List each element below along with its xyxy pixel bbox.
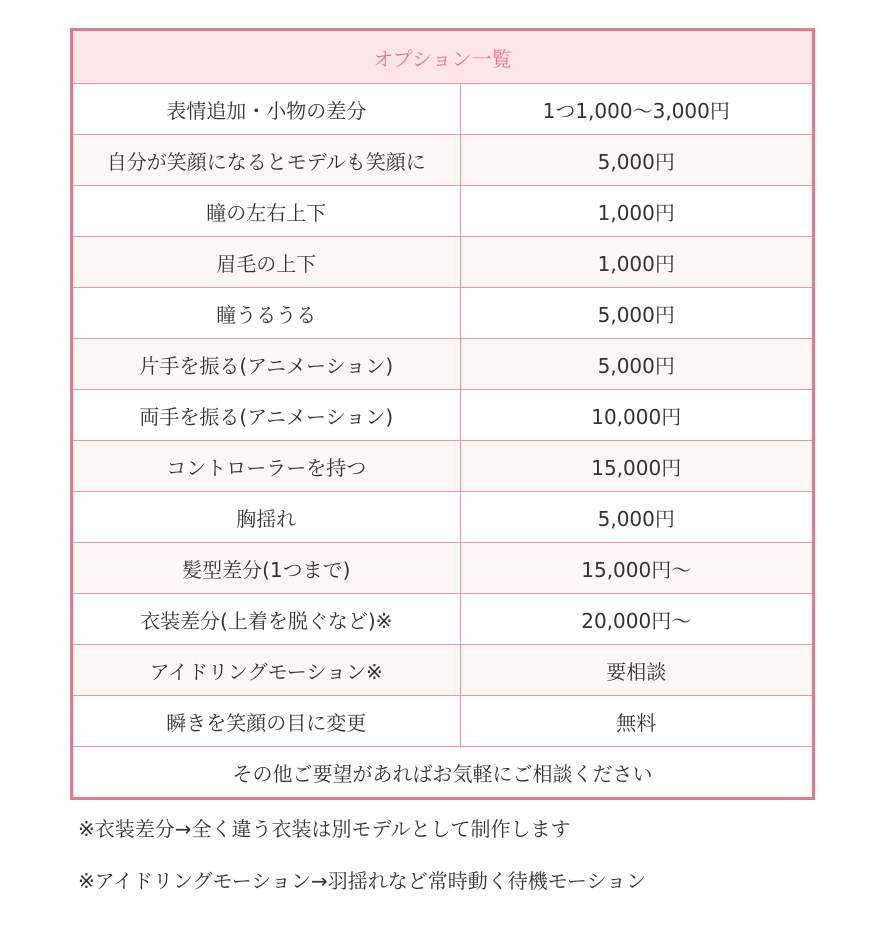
option-price: 5,000円 <box>460 492 812 543</box>
option-name: 自分が笑顔になるとモデルも笑顔に <box>73 135 460 186</box>
option-price: 1つ1,000〜3,000円 <box>460 84 812 135</box>
option-name: 瞳の左右上下 <box>73 186 460 237</box>
option-name: 片手を振る(アニメーション) <box>73 339 460 390</box>
option-name: アイドリングモーション※ <box>73 645 460 696</box>
table-row <box>73 288 812 339</box>
table-row <box>73 492 812 543</box>
option-name: 表情追加・小物の差分 <box>73 84 460 135</box>
table-footer-row <box>73 747 812 798</box>
table-row <box>73 594 812 645</box>
table-row <box>73 135 812 186</box>
option-price: 15,000円 <box>460 441 812 492</box>
option-price: 5,000円 <box>460 339 812 390</box>
option-price: 10,000円 <box>460 390 812 441</box>
table-footer-text: その他ご要望があればお気軽にご相談ください <box>73 747 812 798</box>
option-name: 衣装差分(上着を脱ぐなど)※ <box>73 594 460 645</box>
table-row <box>73 696 812 747</box>
option-price: 5,000円 <box>460 288 812 339</box>
table-row <box>73 84 812 135</box>
option-price: 20,000円〜 <box>460 594 812 645</box>
options-table-frame <box>70 28 815 800</box>
table-row <box>73 645 812 696</box>
options-table <box>73 31 812 797</box>
notes <box>78 815 858 895</box>
option-name: 瞬きを笑顔の目に変更 <box>73 696 460 747</box>
option-price: 要相談 <box>460 645 812 696</box>
option-price: 1,000円 <box>460 186 812 237</box>
option-name: 両手を振る(アニメーション) <box>73 390 460 441</box>
note-costume: ※衣装差分→全く違う衣装は別モデルとして制作します <box>78 817 571 841</box>
table-header-row <box>73 31 812 84</box>
table-row <box>73 390 812 441</box>
option-price: 1,000円 <box>460 237 812 288</box>
note-idling: ※アイドリングモーション→羽揺れなど常時動く待機モーション <box>78 869 647 893</box>
table-row <box>73 543 812 594</box>
table-row <box>73 186 812 237</box>
option-price: 15,000円〜 <box>460 543 812 594</box>
table-row <box>73 441 812 492</box>
table-row <box>73 237 812 288</box>
option-price: 無料 <box>460 696 812 747</box>
option-name: 髪型差分(1つまで) <box>73 543 460 594</box>
table-row <box>73 339 812 390</box>
option-name: 眉毛の上下 <box>73 237 460 288</box>
option-name: 胸揺れ <box>73 492 460 543</box>
option-price: 5,000円 <box>460 135 812 186</box>
option-name: 瞳うるうる <box>73 288 460 339</box>
table-title: オプション一覧 <box>73 31 812 84</box>
option-name: コントローラーを持つ <box>73 441 460 492</box>
